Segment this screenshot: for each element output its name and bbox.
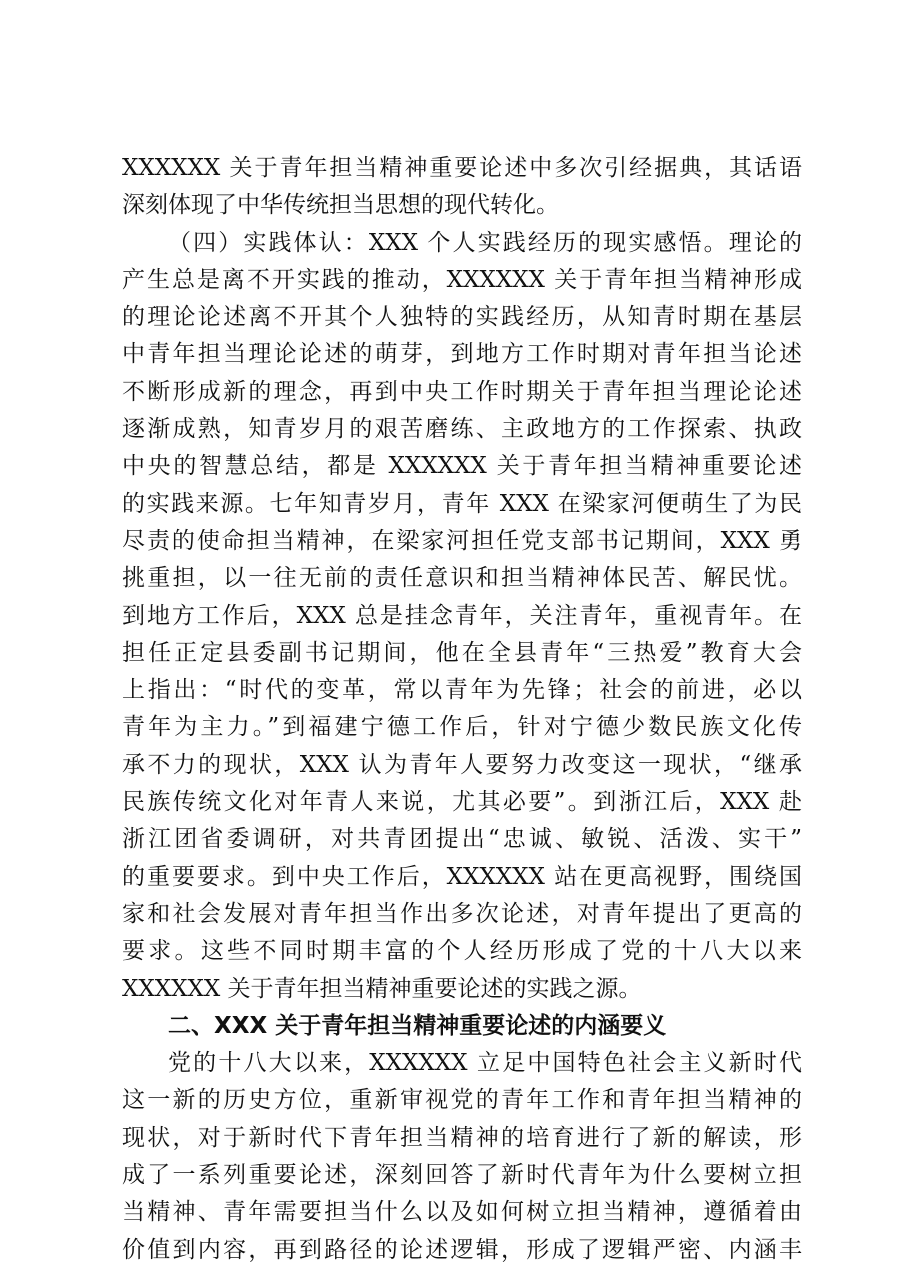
text-line: 中青年担当理论论述的萌芽，到地方工作时期对青年担当论述 [122,341,802,368]
text-line: 不断形成新的理念，再到中央工作时期关于青年担当理论论述 [122,378,802,405]
section-two-heading: 二、XXX 关于青年担当精神重要论述的内涵要义 [168,1012,667,1039]
text-line: 要求。这些不同时期丰富的个人经历形成了党的十八大以来 [122,938,802,965]
text-line: 民族传统文化对年青人来说，尤其必要”。到浙江后，XXX 赴 [122,789,802,816]
text-line: 承不力的现状，XXX 认为青年人要努力改变这一现状，“继承 [122,751,802,778]
text-line: 担任正定县委副书记期间，他在全县青年“三热爱”教育大会 [122,639,802,666]
text-line: 上指出：“时代的变革，常以青年为先锋；社会的前进，必以 [122,677,802,704]
text-line: 逐渐成熟，知青岁月的艰苦磨练、主政地方的工作探索、执政 [122,416,802,443]
text-line: 的实践来源。七年知青岁月，青年 XXX 在梁家河便萌生了为民 [122,490,802,517]
text-line: 党的十八大以来，XXXXXX 立足中国特色社会主义新时代 [168,1050,802,1077]
text-line: 成了一系列重要论述，深刻回答了新时代青年为什么要树立担 [122,1162,802,1189]
text-line: XXXXXX 关于青年担当精神重要论述的实践之源。 [122,975,642,1002]
text-line: 中央的智慧总结，都是 XXXXXX 关于青年担当精神重要论述 [122,453,802,480]
text-line: 的重要要求。到中央工作后，XXXXXX 站在更高视野，围绕国 [122,863,802,890]
text-line: 浙江团省委调研，对共青团提出“忠诚、敏锐、活泼、实干” [122,826,802,853]
text-line: 家和社会发展对青年担当作出多次论述，对青年提出了更高的 [122,900,802,927]
text-line: 挑重担，以一往无前的责任意识和担当精神体民苦、解民忧。 [122,565,802,592]
text-line: 产生总是离不开实践的推动，XXXXXX 关于青年担当精神形成 [122,266,802,293]
text-line: 到地方工作后，XXX 总是挂念青年，关注青年，重视青年。在 [122,602,802,629]
text-line: 当精神、青年需要担当什么以及如何树立担当精神，遵循着由 [122,1199,802,1226]
text-line: 青年为主力。”到福建宁德工作后，针对宁德少数民族文化传 [122,714,802,741]
section-four-heading-line: （四）实践体认：XXX 个人实践经历的现实感悟。理论的 [168,229,802,256]
text-line: 这一新的历史方位，重新审视党的青年工作和青年担当精神的 [122,1087,802,1114]
text-line: 现状，对于新时代下青年担当精神的培育进行了新的解读，形 [122,1124,802,1151]
text-line: XXXXXX 关于青年担当精神重要论述中多次引经据典，其话语 [122,155,802,181]
body-text [122,150,802,1269]
text-line: 价值到内容，再到路径的论述逻辑，形成了逻辑严密、内涵丰 [122,1236,802,1263]
text-line: 尽责的使命担当精神，在梁家河担任党支部书记期间，XXX 勇 [122,527,802,554]
text-line: 的理论论述离不开其个人独特的实践经历，从知青时期在基层 [122,304,802,331]
text-line: 深刻体现了中华传统担当思想的现代转化。 [122,192,559,219]
